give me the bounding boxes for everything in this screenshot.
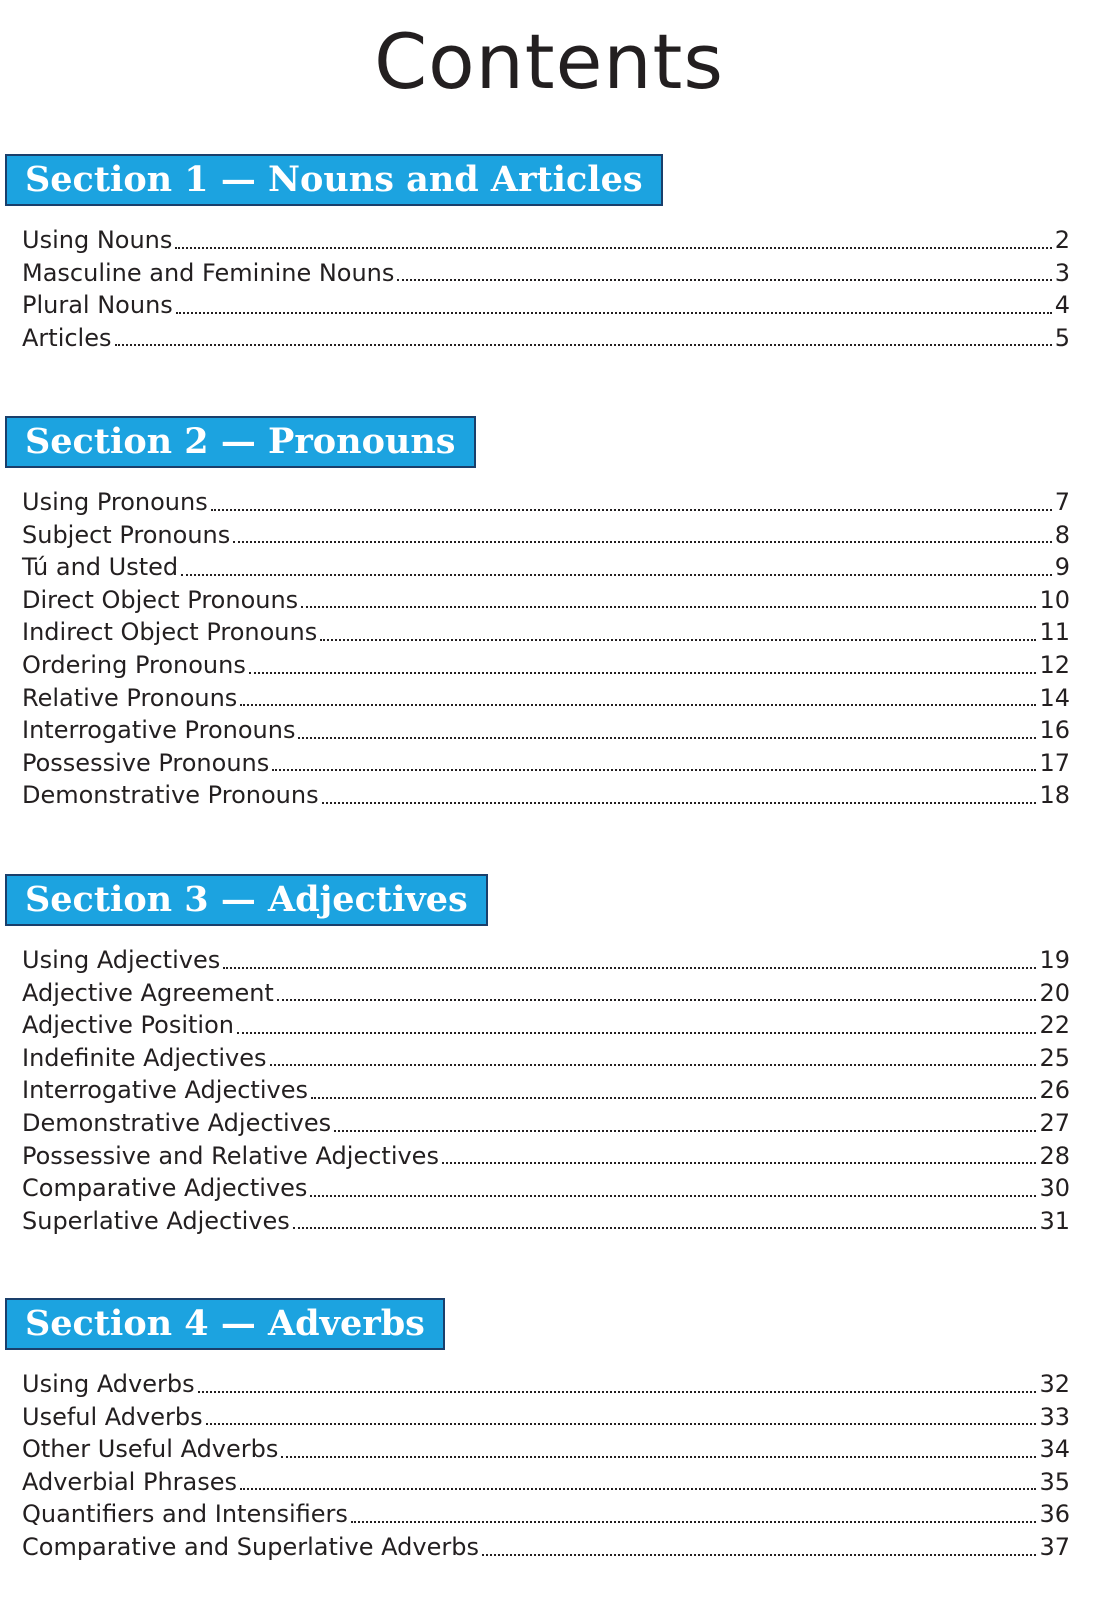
toc-item[interactable]: [22, 682, 1070, 715]
toc-item[interactable]: [22, 649, 1070, 682]
dot-leader: [301, 584, 1036, 617]
toc-item[interactable]: [22, 1205, 1070, 1238]
dot-leader: [442, 1140, 1037, 1173]
toc-item-page: 14: [1039, 683, 1070, 712]
dot-leader: [198, 1368, 1037, 1401]
section-heading: Section 2 — Pronouns: [5, 416, 476, 468]
toc-item[interactable]: [22, 1172, 1070, 1205]
toc-item[interactable]: [22, 747, 1070, 780]
toc-item-label: Indefinite Adjectives: [22, 1043, 267, 1072]
toc-item-label: Demonstrative Pronouns: [22, 781, 319, 810]
toc-item-page: 7: [1054, 488, 1070, 516]
toc-item[interactable]: [22, 1433, 1070, 1466]
toc-item-page: 22: [1039, 1011, 1070, 1040]
toc-item-label: Possessive and Relative Adjectives: [22, 1141, 439, 1170]
toc-item-label: Interrogative Pronouns: [22, 716, 296, 745]
toc-list: [22, 224, 1070, 354]
toc-item-label: Adjective Position: [22, 1011, 234, 1040]
toc-list: [22, 944, 1070, 1237]
dot-leader: [320, 616, 1036, 649]
toc-item-page: 19: [1039, 946, 1070, 974]
dot-leader: [175, 224, 1051, 257]
toc-item[interactable]: [22, 519, 1070, 552]
toc-item-page: 34: [1039, 1435, 1070, 1464]
toc-item-page: 9: [1054, 553, 1070, 582]
toc-item-label: Using Pronouns: [22, 488, 208, 516]
toc-item-label: Ordering Pronouns: [22, 650, 246, 679]
toc-item-page: 33: [1039, 1402, 1070, 1431]
toc-item[interactable]: [22, 551, 1070, 584]
toc-item-label: Possessive Pronouns: [22, 748, 270, 777]
toc-item-label: Comparative Adjectives: [22, 1174, 308, 1203]
dot-leader: [233, 519, 1051, 552]
toc-item-label: Adverbial Phrases: [22, 1467, 238, 1496]
toc-item-label: Quantifiers and Intensifiers: [22, 1500, 348, 1529]
toc-item-label: Articles: [22, 323, 112, 352]
toc-item[interactable]: [22, 289, 1070, 322]
toc-item-page: 16: [1039, 716, 1070, 745]
toc-item-label: Superlative Adjectives: [22, 1206, 290, 1235]
dot-leader: [298, 714, 1036, 747]
dot-leader: [211, 486, 1052, 519]
dot-leader: [176, 289, 1052, 322]
toc-item-label: Comparative and Superlative Adverbs: [22, 1532, 479, 1561]
toc-item-page: 20: [1039, 978, 1070, 1007]
toc-item-label: Demonstrative Adjectives: [22, 1108, 332, 1137]
toc-item-label: Tú and Usted: [22, 553, 179, 582]
toc-item[interactable]: [22, 1368, 1070, 1401]
toc-item[interactable]: [22, 257, 1070, 290]
toc-item-page: 2: [1054, 226, 1070, 254]
toc-item-label: Interrogative Adjectives: [22, 1076, 308, 1105]
dot-leader: [270, 1042, 1037, 1075]
dot-leader: [322, 779, 1037, 812]
dot-leader: [311, 1074, 1036, 1107]
toc-item-label: Using Adverbs: [22, 1370, 195, 1398]
toc-item-page: 37: [1039, 1532, 1070, 1561]
dot-leader: [206, 1401, 1037, 1434]
toc-item-page: 12: [1039, 650, 1070, 679]
toc-item-label: Using Adjectives: [22, 946, 221, 974]
toc-item-page: 26: [1039, 1076, 1070, 1105]
toc-item-page: 31: [1039, 1206, 1070, 1235]
toc-item-page: 17: [1039, 748, 1070, 777]
section-heading: Section 1 — Nouns and Articles: [5, 154, 663, 206]
dot-leader: [240, 682, 1036, 715]
toc-item-label: Other Useful Adverbs: [22, 1435, 279, 1464]
toc-item-label: Plural Nouns: [22, 291, 173, 320]
dot-leader: [249, 649, 1037, 682]
toc-item[interactable]: [22, 486, 1070, 519]
toc-item[interactable]: [22, 779, 1070, 812]
toc-item-page: 11: [1039, 618, 1070, 647]
toc-item-label: Relative Pronouns: [22, 683, 238, 712]
toc-item-label: Direct Object Pronouns: [22, 585, 299, 614]
toc-item-page: 25: [1039, 1043, 1070, 1072]
dot-leader: [223, 944, 1036, 977]
dot-leader: [281, 1433, 1036, 1466]
dot-leader: [310, 1172, 1036, 1205]
toc-item-page: 36: [1039, 1500, 1070, 1529]
toc-item-page: 3: [1054, 258, 1070, 287]
toc-item-page: 28: [1039, 1141, 1070, 1170]
toc-list: [22, 1368, 1070, 1564]
toc-item-page: 8: [1054, 520, 1070, 549]
dot-leader: [277, 977, 1037, 1010]
toc-item-label: Indirect Object Pronouns: [22, 618, 318, 647]
dot-leader: [397, 257, 1051, 290]
dot-leader: [293, 1205, 1037, 1238]
toc-item[interactable]: [22, 224, 1070, 257]
toc-item-label: Using Nouns: [22, 226, 173, 254]
dot-leader: [181, 551, 1052, 584]
toc-item-label: Masculine and Feminine Nouns: [22, 258, 395, 287]
dot-leader: [237, 1009, 1036, 1042]
toc-item-label: Useful Adverbs: [22, 1402, 203, 1431]
toc-item-label: Subject Pronouns: [22, 520, 231, 549]
toc-item[interactable]: [22, 616, 1070, 649]
toc-item[interactable]: [22, 1107, 1070, 1140]
section-heading: Section 3 — Adjectives: [5, 874, 488, 926]
dot-leader: [334, 1107, 1036, 1140]
dot-leader: [482, 1531, 1036, 1564]
toc-item-page: 30: [1039, 1174, 1070, 1203]
toc-item-page: 5: [1054, 323, 1070, 352]
toc-list: [22, 486, 1070, 812]
toc-item[interactable]: [22, 944, 1070, 977]
toc-item[interactable]: [22, 1466, 1070, 1499]
toc-item[interactable]: [22, 1009, 1070, 1042]
toc-item[interactable]: [22, 1042, 1070, 1075]
toc-item-label: Adjective Agreement: [22, 978, 274, 1007]
toc-item-page: 4: [1054, 291, 1070, 320]
dot-leader: [115, 322, 1052, 355]
toc-item-page: 27: [1039, 1108, 1070, 1137]
toc-item-page: 18: [1039, 781, 1070, 810]
toc-item[interactable]: [22, 714, 1070, 747]
dot-leader: [272, 747, 1036, 780]
dot-leader: [351, 1498, 1037, 1531]
toc-item[interactable]: [22, 1498, 1070, 1531]
section-heading: Section 4 — Adverbs: [5, 1298, 445, 1350]
toc-item[interactable]: [22, 322, 1070, 355]
dot-leader: [240, 1466, 1036, 1499]
toc-item-page: 32: [1039, 1370, 1070, 1398]
toc-item-page: 35: [1039, 1467, 1070, 1496]
toc-item[interactable]: [22, 1531, 1070, 1564]
toc-item[interactable]: [22, 584, 1070, 617]
toc-item-page: 10: [1039, 585, 1070, 614]
toc-item[interactable]: [22, 1401, 1070, 1434]
page-title: Contents: [374, 17, 724, 106]
toc-item[interactable]: [22, 1074, 1070, 1107]
toc-item[interactable]: [22, 977, 1070, 1010]
toc-item[interactable]: [22, 1140, 1070, 1173]
